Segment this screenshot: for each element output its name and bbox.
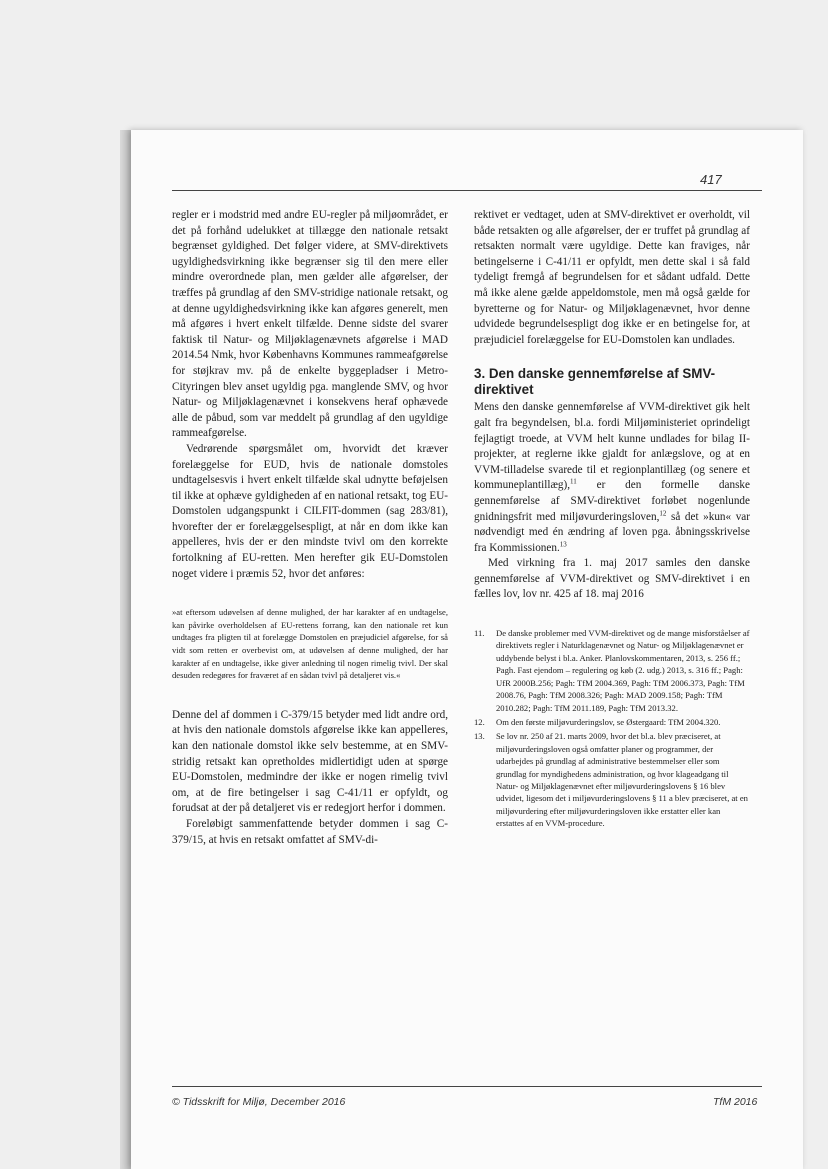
para2-part-b: er den formelle danske gennemførelse af SMV-direktivet forløbet nogenlunde gnidningsfrit med miljøvurderingsloven, <box>474 479 750 523</box>
footnote-text: Se lov nr. 250 af 21. marts 2009, hvor det bl.a. blev præciseret, at miljøvurderingsloven også omfatter planer og programmer, der udarbejdes på grundlag af administrative bestemmelser eller som grundlag for myndighedens administration, og hvor klageadgang til Natur- og Miljøklagenævnet efter miljøvurderingslovens § 16 blev udvidet, ligesom det i miljøvurderingslovens § 11 a blev præciseret, at en miljøvurdering efter miljøvurderingsloven ikke erstatter eller kan erstattes af en VVM-procedure. <box>496 731 748 829</box>
footnote-number: 13. <box>474 731 485 742</box>
para2-part-c: så det »kun« var nødvendigt med én ændring af loven pga. åbningsskrivelse fra Kommissionen. <box>474 510 750 554</box>
footnote-ref-13[interactable]: 13 <box>559 539 567 548</box>
footnote <box>474 716 750 728</box>
footer-copyright: © Tidsskrift for Miljø, December 2016 <box>172 1096 346 1108</box>
right-paragraph-1: rektivet er vedtaget, uden at SMV-direktivet er overholdt, vil både retsakten og alle afgørelser, der er truffet på grundlag af retsakten normalt være ugyldige. Dette kan fraviges, når betingelserne i C-41/11 er opfyldt, men dette skal i så fald tydeligt fremgå af begrundelsen for et sådant udfald. Dette må ikke alene gælde appeldomstole, men må også gælde for byretterne og for Natur- og Miljøklagenævnet, hvor denne udvidede begrundelsespligt dog ikke er en betingelse for, at præjudiciel forelæggelse for EU-Domstolen kan undlades. <box>474 209 750 346</box>
right-paragraph-2 <box>474 400 750 556</box>
footnotes <box>474 627 750 830</box>
left-paragraph-1: regler er i modstrid med andre EU-regler på miljøområdet, er det på forhånd udelukket at tillægge den nationale retsakt begrænset gyldighed. Det følger videre, at SMV-direktivets ugyldighedsvirkning ikke begrænser sig til den mere eller mindre overordnede plan, men gælder alle afgørelser, der træffes på grundlag af den SMV-stridige nationale retsakt, og at denne ugyldighedsvirkning ikke kan afgøres generelt, men må afgøres i hvert enkelt tilfælde. Denne sidste del svarer faktisk til Natur- og Miljøklagenævnets afgørelse i MAD 2014.54 Nmk, hvor Københavns Kommunes rammeafgørelse for støjkrav mv. på de enkelte byggepladser i Metro-Cityringen blev anset ugyldig pga. manglende SMV, og hvor Natur- og Miljøklagenævnet i konsekvens heraf ophævede alle de påbud, som var meddelt på grundlag af den ugyldige rammeafgørelse. <box>172 209 448 440</box>
para2-part-a: Mens den danske gennemførelse af VVM-direktivet gik helt galt fra begyndelsen, bl.a. fordi Miljøministeriet oprindeligt fejlagtigt troede, at VVM helt kunne undlades for bilag II-projekter, at reglerne ikke gjaldt for anlægslove, og at en VVM-tilladelse svarede til et regionplantillæg (og senere et kommuneplantillæg), <box>474 401 750 492</box>
footnote-number: 11. <box>474 628 485 639</box>
header-rule <box>172 190 762 191</box>
footer-journal: TfM 2016 <box>713 1096 758 1108</box>
footnote <box>474 730 750 829</box>
footnote-number: 12. <box>474 716 485 727</box>
footnote <box>474 627 750 714</box>
left-paragraph-2: Vedrørende spørgsmålet om, hvorvidt det kræver forelæggelse for EUD, hvis de nationale domstoles undtagelsesvis i hvert enkelt tilfælde skal udnytte beføjelsen til ikke at ophæve gyldigheden af en national retsakt, tog EU-Domstolen udgangspunkt i CILFIT-dommen (sag 283/81), hvorefter der er forelæggelsespligt, at når en dom ikke kan appelleres, hvis der er den mindste tvivl om den korrekte fortolkning af EU-retten. Men herefter gik EU-Domstolen noget videre i præmis 52, hvor det anføres: <box>172 442 448 580</box>
left-column <box>172 208 448 848</box>
section-heading: 3. Den danske gennemførelse af SMV-direktivet <box>474 366 716 398</box>
left-paragraph-4: Foreløbigt sammenfattende betyder dommen i sag C-379/15, at hvis en retsakt omfattet af SMV-di- <box>172 817 448 846</box>
footnote-ref-11[interactable]: 11 <box>570 477 577 486</box>
page-number: 417 <box>700 172 722 187</box>
left-paragraph-3: Denne del af dommen i C-379/15 betyder med lidt andre ord, at hvis den nationale domstols afgørelse ikke kan appelleres, kan den nationale domstol ikke selv bestemme, at en SMV-stridig retsakt kan opretholdes midlertidigt uden at spørge EU-Domstolen, medmindre der ikke er nogen rimelig tvivl om, at de fire betingelser i sag C-41/11 er opfyldt, og forudsat at der på detaljeret vis er redegjort herfor i dommen. <box>172 708 448 815</box>
footnote-text: De danske problemer med VVM-direktivet og de mange misforståelser af direktivets regler i Naturklagenævnet og Natur- og Miljøklagenævnet er uddybende belyst i bl.a. Anker. Planlovskommentaren, 2013, s. 256 ff.; Pagh. Fast ejendom – regulering og køb (2. udg.) 2013, s. 316 ff.; Pagh: UfR 2000B.256; Pagh: TfM 2004.369, Pagh: TfM 2006.373, Pagh: TfM 2008.76, Pagh: TfM 2008.326; Pagh: MAD 2009.158; Pagh: TfM 2010.282; Pagh: TfM 2011.189, Pagh: TfM 2013.32. <box>496 628 750 713</box>
footnote-text: Om den første miljøvurderingslov, se Østergaard: TfM 2004.320. <box>496 716 721 727</box>
footnote-ref-12[interactable]: 12 <box>659 508 667 517</box>
footer-rule <box>172 1086 762 1087</box>
right-paragraph-3: Med virkning fra 1. maj 2017 samles den danske gennemførelse af VVM-direktivet og SMV-direktivet i en fælles lov, lov nr. 425 af 18. maj 2016 <box>474 557 750 601</box>
block-quote: »at eftersom udøvelsen af denne mulighed, der har karakter af en undtagelse, kan påvirke overholdelsen af EU-rettens forrang, kan den nationale ret kun undtages fra pligten til at forelægge Domstolen en præjudiciel afgørelse, for så vidt som retten er overbevist om, at udøvelsen af denne mulighed, der har karakter af en undtagelse, ikke giver anledning til nogen rimelig tvivl. Der skal desuden redegøres for fraværet af en sådan tvivl på detaljeret vis.« <box>172 607 448 681</box>
right-column <box>474 208 750 832</box>
